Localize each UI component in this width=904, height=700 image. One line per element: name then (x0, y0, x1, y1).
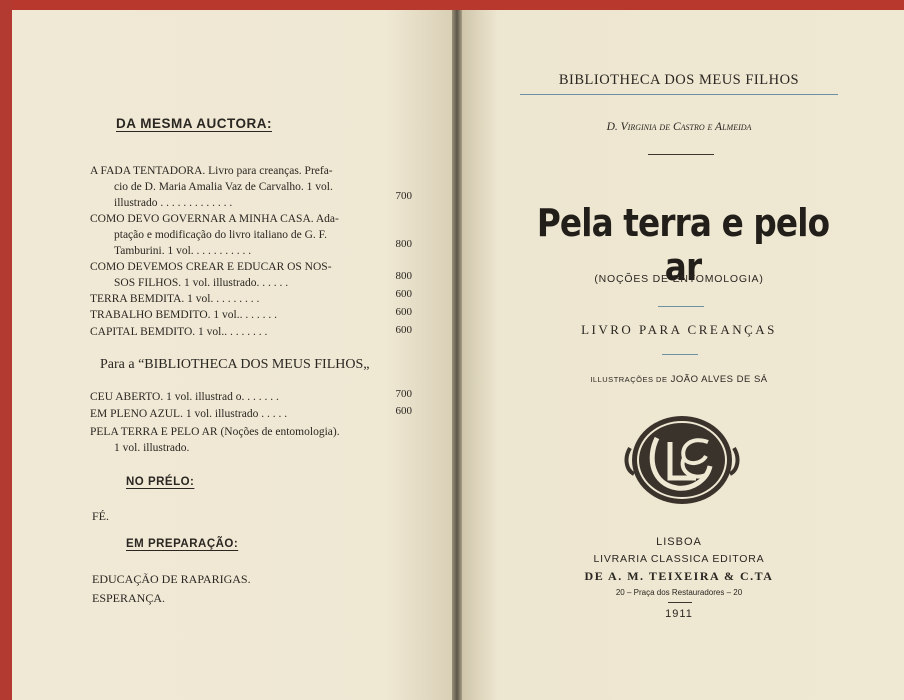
rule (520, 94, 838, 95)
illustrations-label: ILLUSTRAÇÕES DE (590, 375, 668, 384)
list-item (90, 163, 410, 211)
entry-line: A FADA TENTADORA. Livro para creanças. Prefa- (90, 165, 333, 177)
entry-line: illustrado . . . . . . . . . . . . . (114, 197, 233, 209)
book-genre: LIVRO PARA CREANÇAS (581, 322, 777, 337)
series-heading: Para a “BIBLIOTHECA DOS MEUS FILHOS„ (100, 357, 370, 372)
list-item (90, 211, 410, 259)
list-item (90, 307, 410, 323)
price: 700 (395, 388, 412, 400)
entry-line: cio de D. Maria Amalia Vaz de Carvalho. 1 vol. (114, 181, 333, 193)
entry-line: EM PLENO AZUL. 1 vol. illustrado . . . . . (90, 408, 288, 420)
list-item (90, 324, 410, 340)
illustrator-credit (520, 374, 838, 385)
entry-line: SOS FILHOS. 1 vol. illustrado. . . . . . (114, 277, 289, 289)
left-page (12, 10, 452, 700)
entry-line: CEU ABERTO. 1 vol. illustrad o. . . . . . . (90, 391, 279, 403)
book-subtitle: (NOÇÕES DE ENTOMOLOGIA) (594, 273, 764, 285)
entry-line: TERRA BEMDITA. 1 vol. . . . . . . . . (90, 293, 260, 305)
publisher-monogram-logo (622, 408, 742, 508)
rule (658, 306, 704, 307)
price: 700 (395, 190, 412, 202)
price: 600 (395, 288, 412, 300)
entry-line: TRABALHO BEMDITO. 1 vol.. . . . . . . (90, 309, 277, 321)
entry-line: COMO DEVEMOS CREAR E EDUCAR OS NOS- (90, 261, 332, 273)
same-author-heading: DA MESMA AUCTORA: (116, 116, 272, 131)
price: 800 (395, 238, 412, 250)
list-item (90, 259, 410, 291)
price: 600 (395, 324, 412, 336)
entry-line: COMO DEVO GOVERNAR A MINHA CASA. Ada- (90, 213, 339, 225)
series-title: BIBLIOTHECA DOS MEUS FILHOS (558, 72, 800, 88)
list-item (90, 291, 410, 307)
list-item (90, 406, 410, 422)
rule (668, 602, 692, 603)
publisher-owner: DE A. M. TEIXEIRA & C.TA (584, 569, 774, 583)
list-item (90, 389, 410, 405)
price: 800 (395, 270, 412, 282)
rule (662, 354, 698, 355)
publisher-city: LISBOA (656, 536, 702, 548)
price: 600 (395, 306, 412, 318)
price: 600 (395, 405, 412, 417)
author-name: D. Virginia de Castro e Almeida (606, 121, 752, 133)
illustrator-name: JOÃO ALVES DE SÁ (670, 374, 768, 385)
list-item: ESPERANÇA. (92, 591, 166, 605)
rule (648, 154, 714, 155)
entry-line: PELA TERRA E PELO AR (Noções de entomologia). (90, 426, 340, 438)
book-cover-edge (0, 0, 12, 700)
in-press-heading: NO PRÉLO: (126, 476, 195, 488)
list-item: EDUCAÇÃO DE RAPARIGAS. (92, 572, 251, 586)
entry-line: 1 vol. illustrado. (114, 442, 190, 454)
publisher-name: LIVRARIA CLASSICA EDITORA (593, 553, 765, 565)
in-preparation-heading: EM PREPARAÇÃO: (126, 538, 239, 550)
book-gutter (452, 10, 462, 700)
publisher-address: 20 – Praça dos Restauradores – 20 (615, 588, 743, 597)
entry-line: CAPITAL BEMDITO. 1 vol.. . . . . . . . (90, 326, 268, 338)
publication-year: 1911 (665, 608, 693, 620)
entry-line: ptação e modificação do livro italiano de G. F. (114, 229, 328, 241)
list-item (90, 424, 410, 456)
book-title: Pela terra e pelo ar (536, 201, 830, 289)
entry-line: Tamburini. 1 vol. . . . . . . . . . . (114, 245, 252, 257)
right-page (462, 10, 904, 700)
list-item: FÉ. (92, 509, 110, 523)
